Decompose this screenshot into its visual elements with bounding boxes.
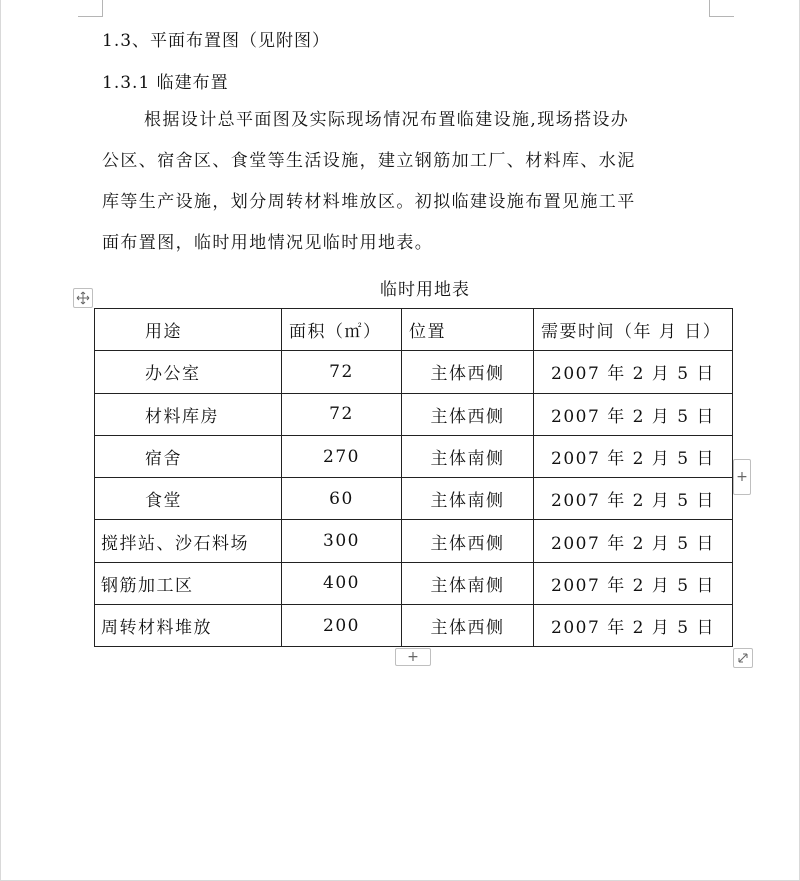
cell-location: 主体西侧 — [402, 605, 534, 647]
land-use-table — [94, 308, 733, 647]
cell-area: 200 — [282, 605, 402, 647]
cell-use: 周转材料堆放 — [95, 605, 282, 647]
cell-use: 宿舍 — [95, 435, 282, 477]
subsection-heading: 1.3.1 临建布置 — [102, 73, 229, 93]
cell-area: 72 — [282, 351, 402, 393]
cell-location: 主体南侧 — [402, 562, 534, 604]
table-row — [95, 351, 733, 393]
cell-time: 2007 年 2 月 5 日 — [534, 605, 733, 647]
cell-use: 搅拌站、沙石料场 — [95, 520, 282, 562]
diagonal-resize-icon — [737, 652, 749, 664]
cell-use: 办公室 — [95, 351, 282, 393]
page-edge-left — [0, 0, 1, 881]
paragraph-line: 根据设计总平面图及实际现场情况布置临建设施,现场搭设办 — [144, 110, 630, 130]
table-row — [95, 478, 733, 520]
table-caption: 临时用地表 — [380, 280, 470, 300]
margin-corner-top-right — [709, 0, 734, 17]
table-header-row — [95, 309, 733, 351]
cell-area: 400 — [282, 562, 402, 604]
cell-area: 270 — [282, 435, 402, 477]
cell-location: 主体西侧 — [402, 520, 534, 562]
table-row — [95, 562, 733, 604]
move-arrows-icon — [76, 291, 90, 305]
cell-location: 主体西侧 — [402, 351, 534, 393]
header-location: 位置 — [402, 309, 534, 351]
cell-area: 300 — [282, 520, 402, 562]
header-use: 用途 — [95, 309, 282, 351]
cell-area: 72 — [282, 393, 402, 435]
table-move-handle[interactable] — [73, 288, 93, 308]
plus-icon: + — [407, 649, 419, 665]
paragraph-line: 公区、宿舍区、食堂等生活设施，建立钢筋加工厂、材料库、水泥 — [102, 151, 636, 171]
paragraph-line: 库等生产设施，划分周转材料堆放区。初拟临建设施布置见施工平 — [102, 192, 636, 212]
table-row — [95, 393, 733, 435]
table-row — [95, 605, 733, 647]
cell-time: 2007 年 2 月 5 日 — [534, 435, 733, 477]
cell-location: 主体西侧 — [402, 393, 534, 435]
add-column-button[interactable] — [733, 459, 751, 495]
cell-use: 钢筋加工区 — [95, 562, 282, 604]
table-row — [95, 520, 733, 562]
cell-location: 主体南侧 — [402, 435, 534, 477]
cell-use: 食堂 — [95, 478, 282, 520]
paragraph-line: 面布置图，临时用地情况见临时用地表。 — [102, 233, 434, 253]
cell-time: 2007 年 2 月 5 日 — [534, 393, 733, 435]
cell-time: 2007 年 2 月 5 日 — [534, 478, 733, 520]
add-row-button[interactable] — [395, 648, 431, 666]
cell-time: 2007 年 2 月 5 日 — [534, 351, 733, 393]
cell-time: 2007 年 2 月 5 日 — [534, 562, 733, 604]
header-area: 面积（㎡） — [282, 309, 402, 351]
cell-location: 主体南侧 — [402, 478, 534, 520]
cell-area: 60 — [282, 478, 402, 520]
cell-time: 2007 年 2 月 5 日 — [534, 520, 733, 562]
plus-icon: + — [736, 469, 748, 485]
margin-corner-top-left — [78, 0, 103, 17]
table-resize-handle[interactable] — [733, 648, 753, 668]
section-heading: 1.3、平面布置图（见附图） — [102, 31, 331, 51]
header-time: 需要时间（年 月 日） — [534, 309, 733, 351]
body-paragraph — [102, 100, 712, 264]
cell-use: 材料库房 — [95, 393, 282, 435]
table-row — [95, 435, 733, 477]
